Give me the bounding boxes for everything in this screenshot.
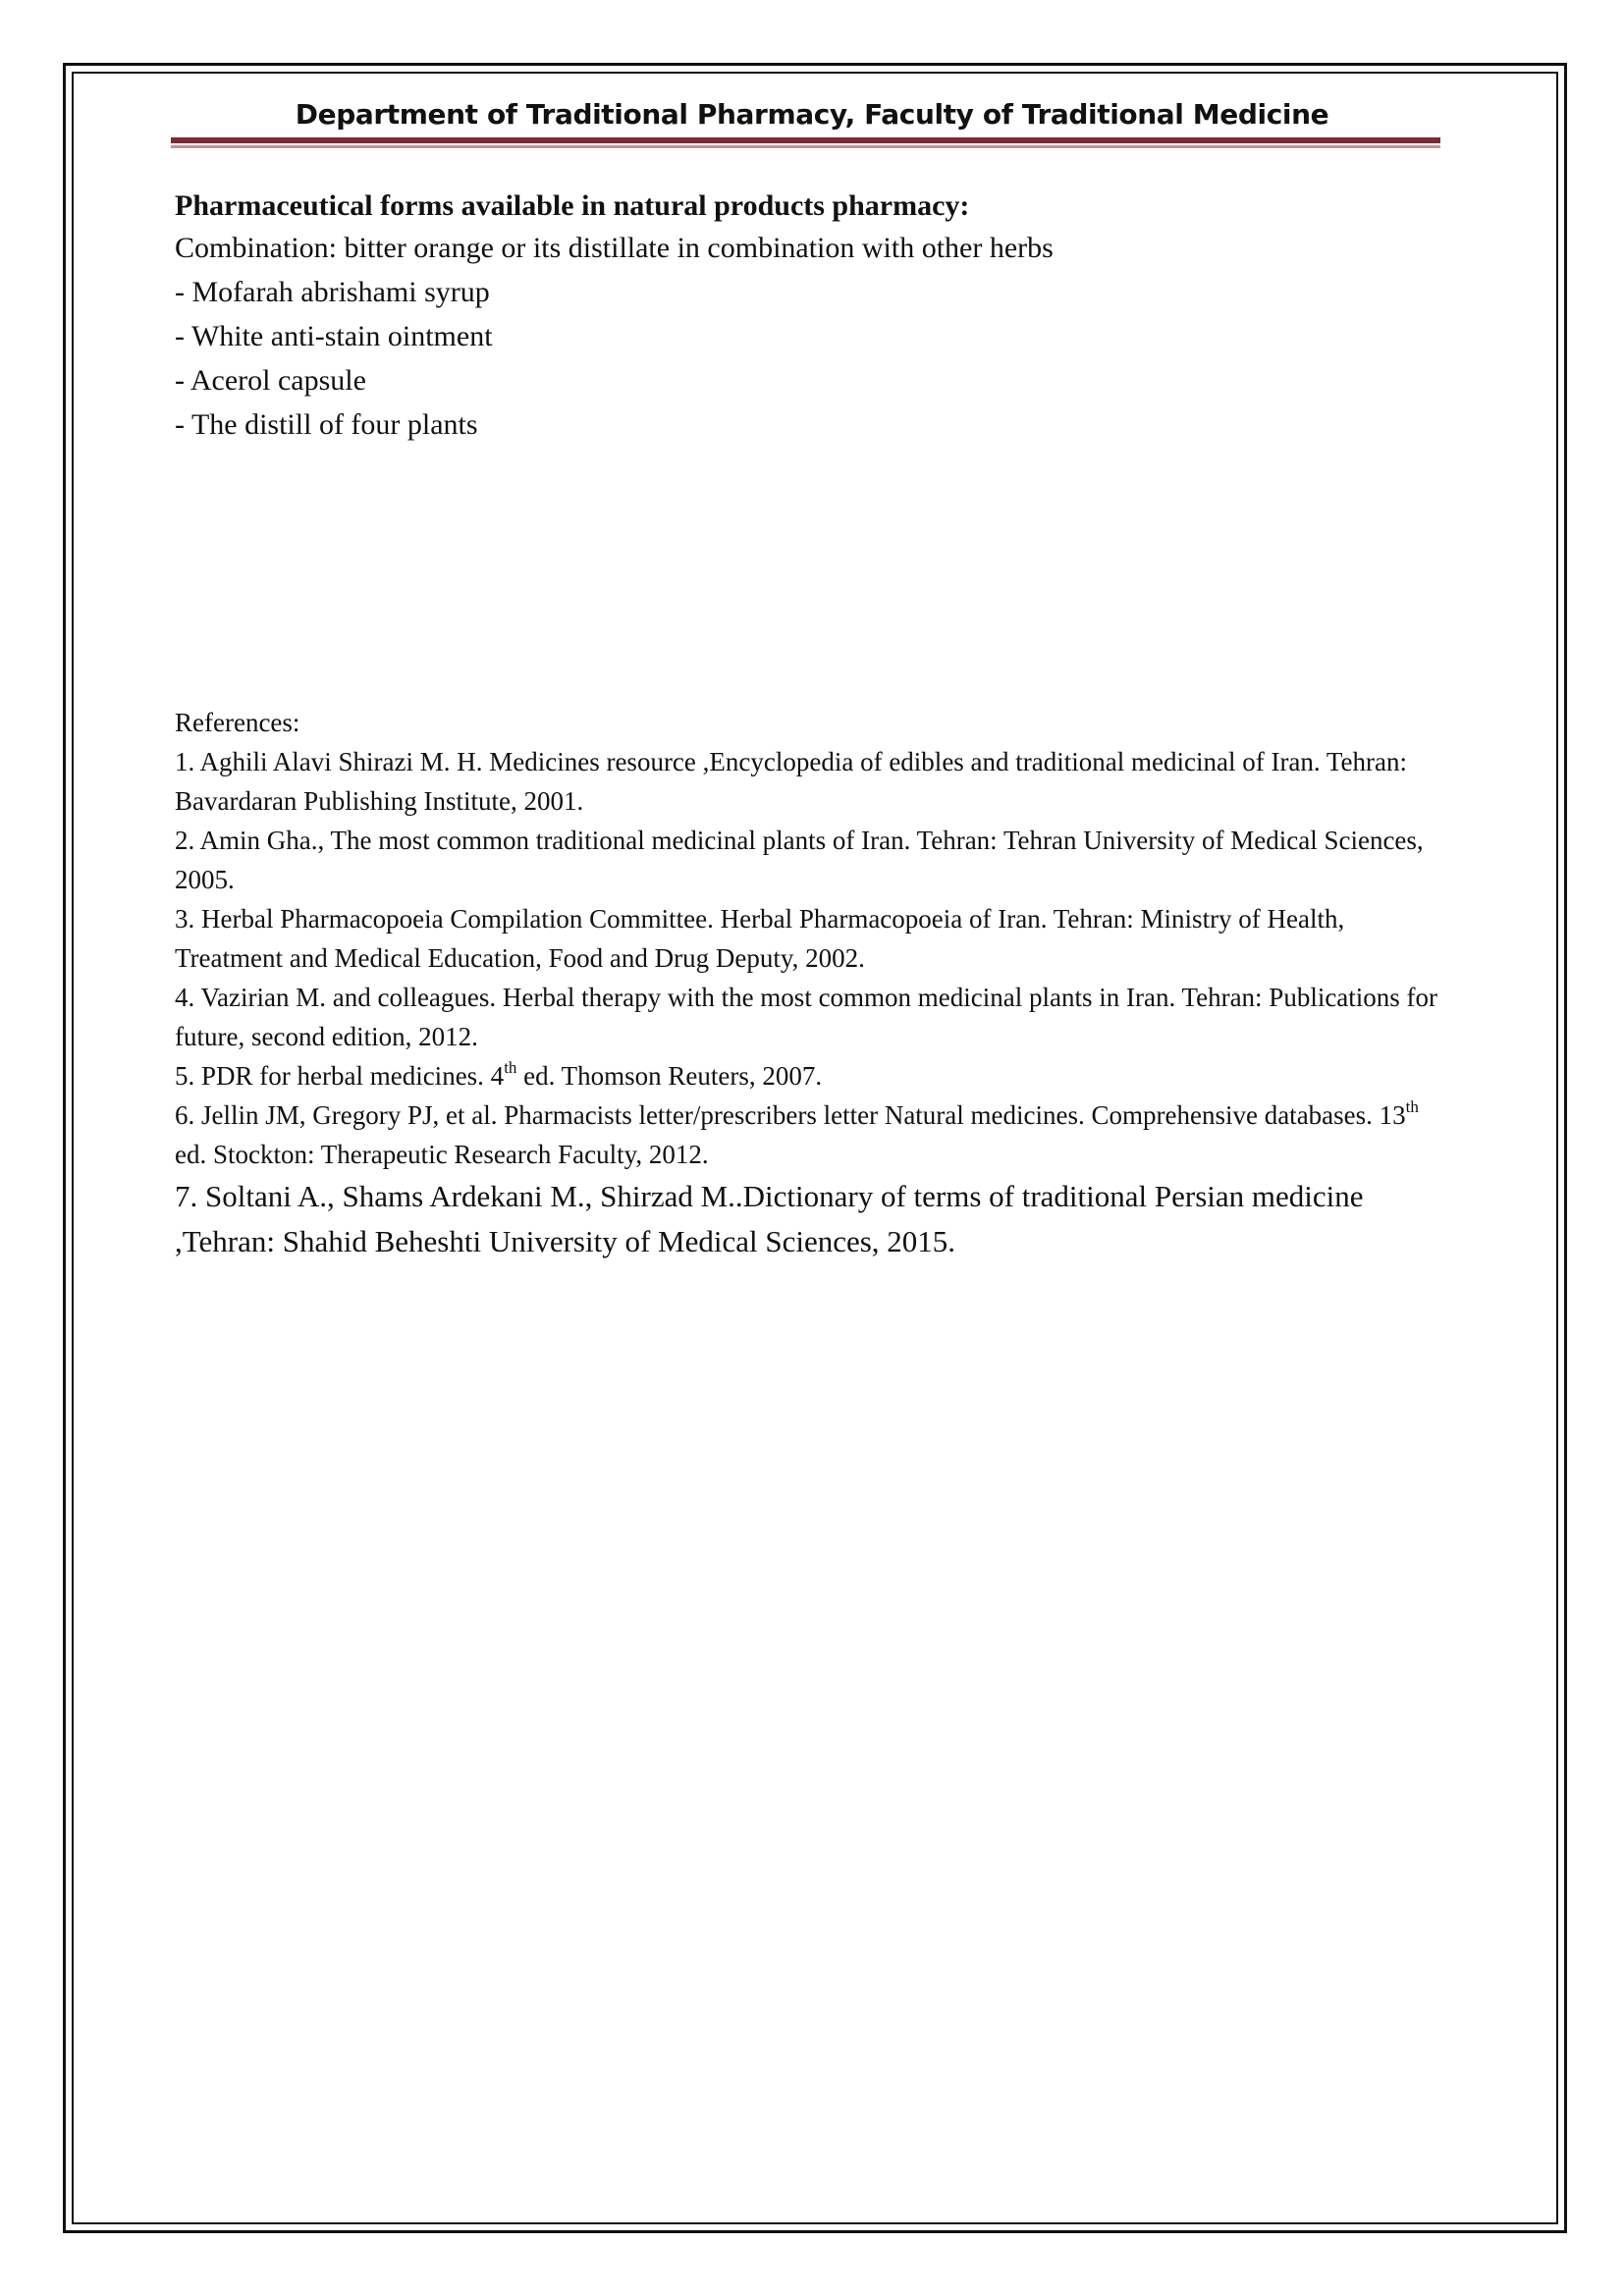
reference-text: ed. Stockton: Therapeutic Research Faculty, 2012. xyxy=(175,1140,709,1169)
references-heading: References: xyxy=(175,708,300,737)
reference-item: 3. Herbal Pharmacopoeia Compilation Committee. Herbal Pharmacopoeia of Iran. Tehran: Ministry of Health, Treatment and Medical Education, Food and Drug Deputy, 2002. xyxy=(175,904,1345,973)
header-divider xyxy=(171,137,1440,143)
reference-item: 4. Vazirian M. and colleagues. Herbal therapy with the most common medicinal plants in Iran. Tehran: Publications for future, second edition, 2012. xyxy=(175,983,1438,1051)
forms-line: - Mofarah abrishami syrup xyxy=(175,276,490,308)
header-divider-accent xyxy=(171,145,1440,148)
forms-heading: Pharmaceutical forms available in natural products pharmacy: xyxy=(175,189,970,222)
page-header-title: Department of Traditional Pharmacy, Faculty of Traditional Medicine xyxy=(295,98,1329,131)
forms-line: - Acerol capsule xyxy=(175,364,366,397)
reference-superscript: th xyxy=(504,1058,517,1077)
reference-item xyxy=(175,1095,1451,1174)
reference-item: 7. Soltani A., Shams Ardekani M., Shirzad M..Dictionary of terms of traditional Persian medicine ,Tehran: Shahid Beheshti University of Medical Sciences, 2015. xyxy=(175,1179,1364,1258)
reference-item: 1. Aghili Alavi Shirazi M. H. Medicines resource ,Encyclopedia of edibles and traditional medicinal of Iran. Tehran: Bavardaran Publishing Institute, 2001. xyxy=(175,747,1407,816)
forms-line: - White anti-stain ointment xyxy=(175,320,493,352)
reference-item: 2. Amin Gha., The most common traditional medicinal plants of Iran. Tehran: Tehran University of Medical Sciences, 2005. xyxy=(175,826,1424,894)
reference-item xyxy=(175,1056,1451,1095)
references-section xyxy=(175,703,1451,1264)
reference-text: 6. Jellin JM, Gregory PJ, et al. Pharmacists letter/prescribers letter Natural medicines. Comprehensive databases. 13 xyxy=(175,1100,1406,1130)
reference-superscript: th xyxy=(1405,1097,1419,1116)
forms-section xyxy=(175,187,1451,447)
reference-text: ed. Thomson Reuters, 2007. xyxy=(516,1061,823,1091)
forms-line: Combination: bitter orange or its distillate in combination with other herbs xyxy=(175,232,1054,264)
forms-line: - The distill of four plants xyxy=(175,408,478,441)
reference-text: 5. PDR for herbal medicines. 4 xyxy=(175,1061,505,1091)
